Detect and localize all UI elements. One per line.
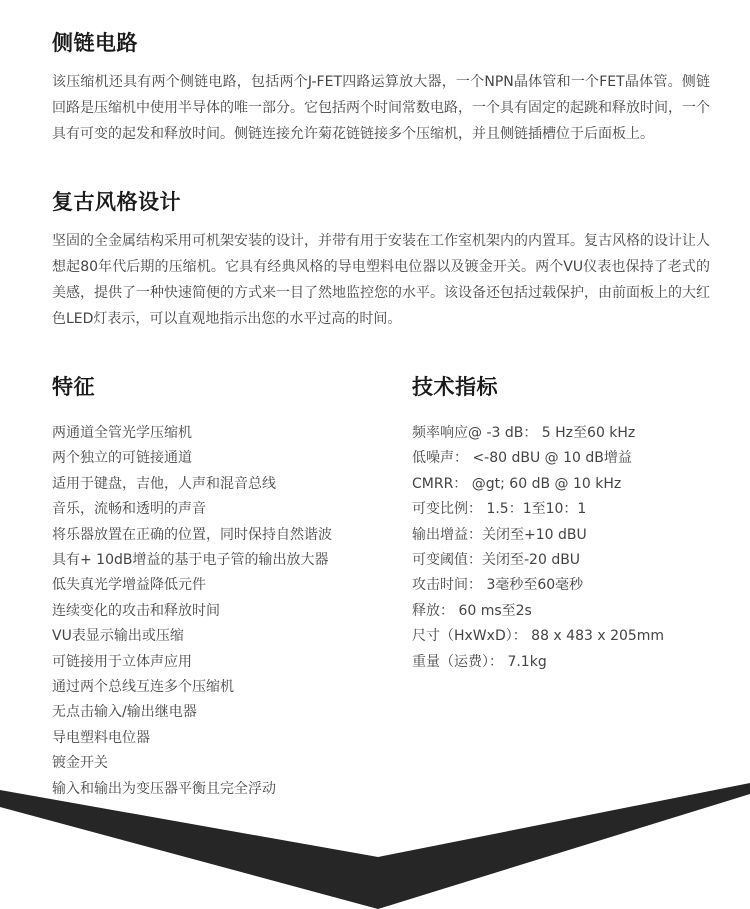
feature-item: 通过两个总线互连多个压缩机 xyxy=(52,679,234,696)
feature-item: 连续变化的攻击和释放时间 xyxy=(52,602,220,619)
feature-item: 无点击输入/输出继电器 xyxy=(52,704,197,721)
spec-item: 释放： 60 ms至2s xyxy=(412,602,532,619)
feature-item: 可链接用于立体声应用 xyxy=(52,653,192,670)
features-column xyxy=(52,373,392,802)
feature-item: 两个独立的可链接通道 xyxy=(52,450,192,467)
feature-item: 具有+ 10dB增益的基于电子管的输出放大器 xyxy=(52,552,329,569)
feature-item: 导电塑料电位器 xyxy=(52,729,150,746)
vintage-design-heading: 复古风格设计 xyxy=(52,190,181,214)
chevron-band-shape xyxy=(0,783,750,909)
feature-item: 两通道全管光学压缩机 xyxy=(52,425,192,441)
spec-item: 可变比例： 1.5：1至10：1 xyxy=(412,501,587,518)
feature-item: 音乐，流畅和透明的声音 xyxy=(52,501,206,518)
feature-item: VU表显示输出或压缩 xyxy=(52,628,184,645)
sidechain-paragraph: 该压缩机还具有两个侧链电路，包括两个J-FET四路运算放大器，一个NPN晶体管和一个FET晶体管。侧链回路是压缩机中使用半导体的唯一部分。它包括两个时间常数电路，一个具有固定的起跳和释放时间，一个具有可变的起发和释放时间。侧链连接允许菊花链链接多个压缩机，并且侧链插槽位于后面板上。 xyxy=(52,74,710,142)
specs-heading: 技术指标 xyxy=(412,375,498,399)
feature-item: 将乐器放置在正确的位置，同时保持自然谐波 xyxy=(52,526,332,543)
spec-item: 输出增益：关闭至+10 dBU xyxy=(412,526,587,543)
spec-item: 攻击时间： 3毫秒至60毫秒 xyxy=(412,577,584,594)
feature-item: 低失真光学增益降低元件 xyxy=(52,577,206,594)
spec-item: 尺寸（HxWxD）： 88 x 483 x 205mm xyxy=(412,628,665,645)
feature-item: 适用于键盘，吉他，人声和混音总线 xyxy=(52,475,276,492)
vintage-design-section xyxy=(52,188,710,332)
feature-item: 输入和输出为变压器平衡且完全浮动 xyxy=(52,780,276,797)
feature-item: 镀金开关 xyxy=(52,755,108,772)
spec-item: CMRR： @gt; 60 dB @ 10 kHz xyxy=(412,475,622,492)
decorative-chevron-band xyxy=(0,780,750,909)
features-list xyxy=(52,421,392,802)
specs-column xyxy=(412,373,732,675)
spec-item: 频率响应@ -3 dB： 5 Hz至60 kHz xyxy=(412,425,636,441)
sidechain-heading: 侧链电路 xyxy=(52,31,138,55)
spec-item: 重量（运费）： 7.1kg xyxy=(412,653,547,670)
features-heading: 特征 xyxy=(52,375,95,399)
sidechain-section xyxy=(52,29,710,147)
specs-list xyxy=(412,421,732,675)
vintage-design-paragraph: 坚固的全金属结构采用可机架安装的设计，并带有用于安装在工作室机架内的内置耳。复古风格的设计让人想起80年代后期的压缩机。它具有经典风格的导电塑料电位器以及镀金开关。两个VU仪表也保持了老式的美感，提供了一种快速简便的方式来一目了然地监控您的水平。该设备还包括过载保护，由前面板上的大红色LED灯表示，可以直观地指示出您的水平过高的时间。 xyxy=(52,233,710,327)
spec-item: 低噪声： <-80 dBU @ 10 dB增益 xyxy=(412,450,632,467)
spec-item: 可变阈值：关闭至-20 dBU xyxy=(412,552,581,569)
